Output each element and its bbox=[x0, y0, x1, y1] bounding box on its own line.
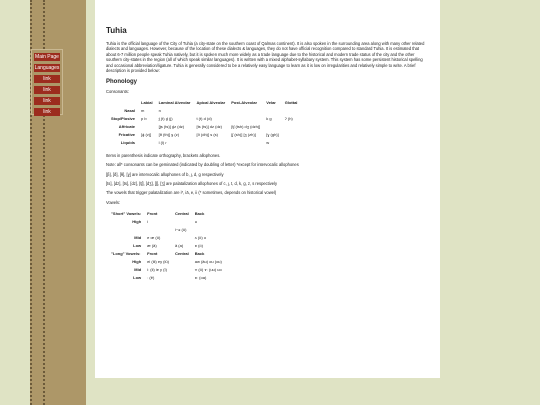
row-label: Low bbox=[133, 242, 142, 248]
table-cell bbox=[138, 139, 156, 147]
page-title: Tuhia bbox=[106, 26, 127, 35]
table-cell: p b bbox=[141, 116, 147, 122]
table-cell: t (t) d (d) bbox=[196, 116, 212, 122]
table-cell: i bbox=[147, 218, 149, 224]
table-cell: ʔ (h) bbox=[284, 116, 293, 122]
table-cell bbox=[144, 225, 172, 233]
table-row bbox=[108, 217, 225, 225]
row-label: Fricative bbox=[118, 132, 136, 138]
table-cell bbox=[172, 217, 192, 225]
table-cell: l (l) ɾ bbox=[158, 140, 167, 146]
nav-link-4[interactable]: link bbox=[34, 108, 60, 116]
table-cell bbox=[228, 115, 263, 123]
table-row bbox=[108, 273, 225, 281]
vowel-long-header-row bbox=[108, 249, 225, 257]
table-cell: n bbox=[158, 108, 161, 114]
table-row bbox=[108, 131, 300, 139]
table-cell bbox=[282, 107, 301, 115]
table-row bbox=[108, 233, 225, 241]
table-cell: [ʃ (sh)] [ʒ (zh)] bbox=[231, 132, 256, 138]
table-row bbox=[108, 225, 225, 233]
table-cell: ɤ (ö) ɤː (uu) uo bbox=[194, 266, 222, 272]
vowel-header-cell: Front bbox=[147, 250, 158, 256]
vowels-label: Vowels: bbox=[106, 199, 121, 205]
nav-main-page[interactable]: Main Page bbox=[35, 54, 59, 60]
table-cell: æ (ä) bbox=[147, 242, 157, 248]
main-content bbox=[95, 0, 440, 378]
table-cell: ɒː (oa) bbox=[194, 274, 207, 280]
table-cell bbox=[138, 123, 156, 131]
consonant-header-cell: Labial bbox=[141, 100, 153, 106]
table-row bbox=[108, 115, 300, 123]
table-cell: ɒ (ó) bbox=[194, 242, 203, 248]
consonant-table bbox=[108, 99, 300, 147]
consonants-label: Consonants: bbox=[106, 89, 129, 95]
row-label: Mid bbox=[134, 234, 142, 240]
table-cell: aw (äu) ou (ou) bbox=[194, 258, 222, 264]
table-cell bbox=[228, 107, 263, 115]
vowel-header-cell: Back bbox=[194, 250, 205, 256]
nav-link-3[interactable]: link bbox=[34, 97, 60, 105]
vowel-header-cell: Back bbox=[194, 210, 205, 216]
intro-paragraph: Tuhia is the official language of the City of Tuhia (a city-state on the southern coast of Qalmas continent). It is also spoken in the surrounding area along with many other related dialects and languages. However, because of the location of these dialects & languages, they do not have official recognition compared to standard Tuhia. It is estimated that about 6-7 million people speak Tuhia natively, but it is spoken much more widely as a trade language due to the historical and modern trade status of the city and the other southern city-states in the region (all of which speak similar languages). It is written with a mixed alphabet-syllabary system. This system has some persistent historical spelling and occasional abbreviation/ligature. Tuhia is generally considered to be a relatively easy language to learn as it is low on irregularities and relatively simple to write. A brief description is provided below: bbox=[106, 41, 425, 74]
table-cell: ä (a) bbox=[174, 242, 184, 248]
table-row bbox=[108, 257, 225, 265]
table-cell: i~ə (ü) bbox=[174, 226, 187, 232]
table-cell: ː (ē) bbox=[147, 274, 155, 280]
note-intervocalic: [β], [ð], [θ], [ɣ] are intervocalic allophones of b, ȷ, d, g respectively bbox=[106, 171, 224, 177]
row-label bbox=[108, 225, 144, 233]
phonology-heading: Phonology bbox=[106, 79, 137, 86]
table-cell bbox=[192, 225, 225, 233]
table-cell: u bbox=[194, 218, 197, 224]
vowel-header-cell: Front bbox=[147, 210, 158, 216]
table-cell bbox=[228, 139, 263, 147]
table-cell bbox=[172, 273, 192, 281]
table-cell bbox=[282, 131, 301, 139]
consonant-header-cell bbox=[108, 99, 138, 107]
table-cell: ei (iii) ey (iü) bbox=[147, 258, 169, 264]
table-cell: [ts (ts)] dz (dz) bbox=[196, 124, 223, 130]
table-cell bbox=[282, 123, 301, 131]
table-row bbox=[108, 123, 300, 131]
table-row bbox=[108, 139, 300, 147]
vowel-table bbox=[108, 209, 225, 281]
table-row bbox=[108, 241, 225, 249]
note-palatalization: [ts], [dz], [ts], [dz], [tʃ], [dʒ], [ʃ], [ʒ] are palatalization allophones of c, ȷ, t, d, k, g, z, s respectively bbox=[106, 181, 278, 187]
row-label: High bbox=[132, 218, 142, 224]
row-label: Mid bbox=[134, 266, 142, 272]
note-orthography: Items in parenthesis indicate orthography, brackets allophones. bbox=[106, 152, 221, 158]
vowel-section-title: "Short" Vowels: bbox=[111, 210, 142, 216]
table-cell: [θ (th)] s̪ (z) bbox=[158, 132, 180, 138]
table-cell bbox=[172, 257, 192, 265]
consonant-header-row bbox=[108, 99, 300, 107]
table-cell: iː (ii) ie y (ī) bbox=[147, 266, 167, 272]
table-cell: [t̪s (ts)] d̪z (dz) bbox=[158, 124, 185, 130]
table-cell: [tʃ (tsh) dʒ (dzh)] bbox=[231, 124, 261, 130]
consonant-header-cell: Apical Alveolar bbox=[196, 100, 226, 106]
table-cell bbox=[282, 139, 301, 147]
consonant-header-cell: Post-Alveolar bbox=[231, 100, 258, 106]
row-label: Stop/Plosive bbox=[111, 116, 136, 122]
table-cell: [ɣ (gh)] bbox=[266, 132, 279, 138]
table-cell bbox=[172, 233, 192, 241]
table-cell: t̪ (t) d̪ (j) bbox=[158, 116, 173, 122]
table-cell: w bbox=[266, 140, 270, 146]
table-cell bbox=[193, 107, 228, 115]
table-cell bbox=[172, 265, 192, 273]
consonant-header-cell: Glottal bbox=[284, 100, 298, 106]
table-cell bbox=[263, 107, 281, 115]
table-cell: [ɸ (v)] bbox=[141, 132, 152, 138]
table-cell: k g bbox=[266, 116, 272, 122]
note-triggers: The vowels that trigger palatalization are i*, iä, e, ii (* sometimes, depends on historical vowel) bbox=[106, 190, 277, 196]
note-gemination: Note: all* consonants can be geminated (indicated by doubling of letter) *except for intervocalic allophones bbox=[106, 162, 299, 168]
row-label: Nasal bbox=[124, 108, 136, 114]
table-cell: m bbox=[141, 108, 145, 114]
vowel-header-cell: Central bbox=[174, 210, 189, 216]
nav-box bbox=[31, 49, 63, 115]
table-cell bbox=[193, 139, 228, 147]
table-cell bbox=[263, 123, 281, 131]
row-label: Liquids bbox=[120, 140, 136, 146]
table-cell: e œ (ö) bbox=[147, 234, 161, 240]
consonant-header-cell: Laminal Alveolar bbox=[158, 100, 191, 106]
table-row bbox=[108, 265, 225, 273]
row-label: Affricate bbox=[118, 124, 136, 130]
table-row bbox=[108, 107, 300, 115]
vowel-section-title: "Long" Vowels: bbox=[111, 250, 141, 256]
row-label: Low bbox=[133, 274, 142, 280]
vowel-header-cell: Central bbox=[174, 250, 189, 256]
nav-languages[interactable]: Languages bbox=[34, 65, 60, 71]
table-cell: ʌ (ö) o bbox=[194, 234, 207, 240]
consonant-header-cell: Velar bbox=[266, 100, 276, 106]
table-cell: [ð (dh)] s (s) bbox=[196, 132, 219, 138]
nav-link-2[interactable]: link bbox=[34, 86, 60, 94]
row-label: High bbox=[132, 258, 142, 264]
vowel-short-header-row bbox=[108, 209, 225, 217]
nav-link-1[interactable]: link bbox=[34, 75, 60, 83]
